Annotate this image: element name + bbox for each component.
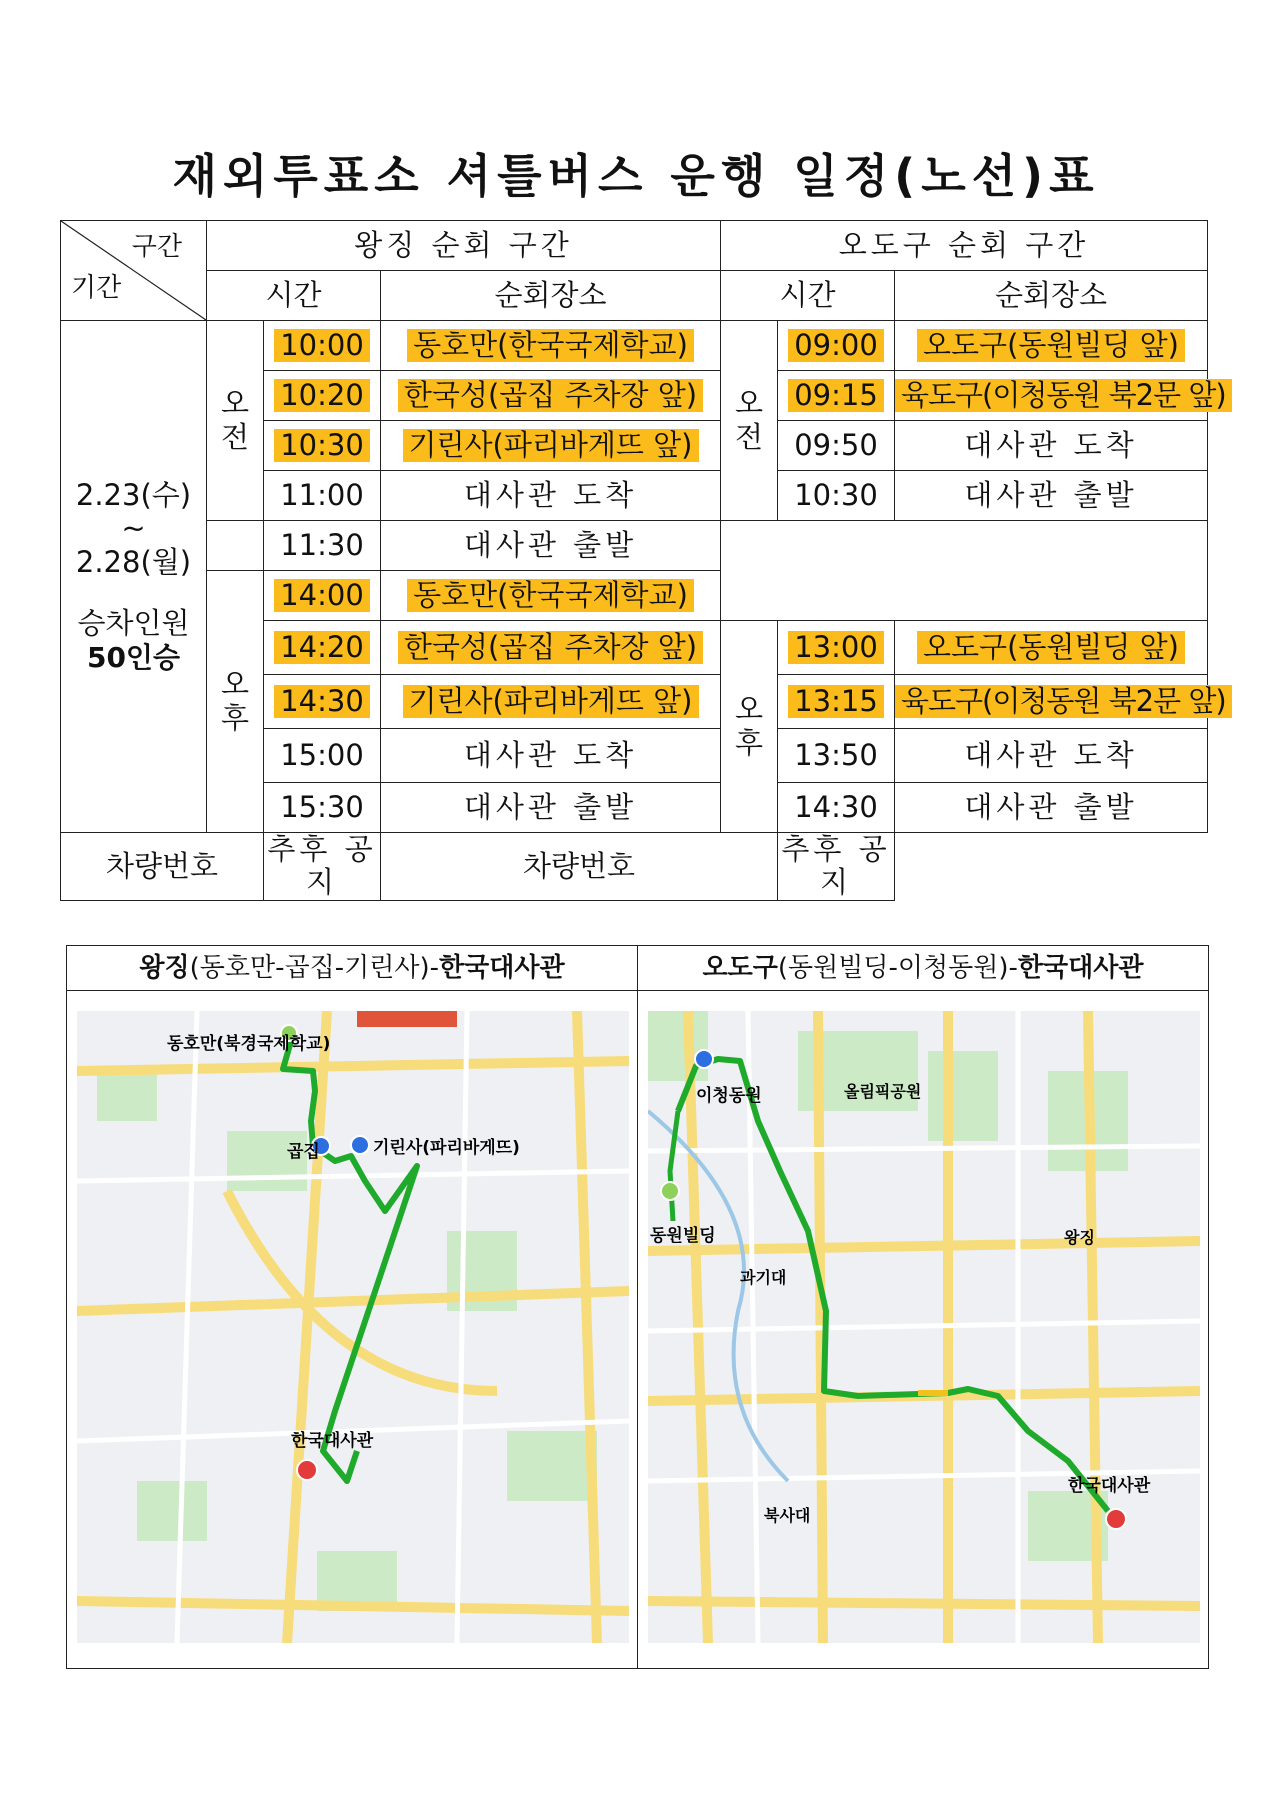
b-pm-time: 13:15 <box>778 675 895 729</box>
a-pm-time: 14:20 <box>264 621 381 675</box>
vehicle-label: 차량번호 <box>61 833 264 901</box>
a-am-place: 대사관 도착 <box>381 471 721 521</box>
period-end: 2.28(월) <box>75 544 192 579</box>
corner-bottom-label: 기간 <box>71 273 122 304</box>
right-map-title: 오도구(동원빌딩-이청동원)-한국대사관 <box>638 946 1208 991</box>
b-pm-place: 육도구(이청동원 북2문 앞) <box>895 675 1208 729</box>
section-a-header: 왕징 순회 구간 <box>207 221 721 271</box>
b-am-time: 10:30 <box>778 471 895 521</box>
corner-top-label: 구간 <box>131 232 182 262</box>
b-am-place: 대사관 도착 <box>895 421 1208 471</box>
section-b-header: 오도구 순회 구간 <box>721 221 1208 271</box>
left-map-stop2-label: 기린사(파리바게뜨) <box>373 1138 520 1158</box>
left-route-map <box>77 1011 629 1643</box>
b-pm-place: 오도구(동원빌딩 앞) <box>895 621 1208 675</box>
a-pm-place: 동호만(한국국제학교) <box>381 571 721 621</box>
a-am-place: 한국성(곱집 주차장 앞) <box>381 371 721 421</box>
empty-cell <box>721 521 1208 621</box>
b-am-place: 대사관 출발 <box>895 471 1208 521</box>
b-am-place: 육도구(이청동원 북2문 앞) <box>895 371 1208 421</box>
col-place-header: 순회장소 <box>381 271 721 321</box>
b-am-label: 오 전 <box>721 321 778 521</box>
a-am-time: 10:00 <box>264 321 381 371</box>
right-map-district2-label: 북사대 <box>764 1506 811 1525</box>
a-pm-label: 오 후 <box>207 571 264 833</box>
left-map-title: 왕징(동호만-곱집-기린사)-한국대사관 <box>67 946 637 991</box>
b-am-time: 09:50 <box>778 421 895 471</box>
right-map-district1-label: 과기대 <box>740 1268 787 1287</box>
a-am-time: 10:30 <box>264 421 381 471</box>
b-am-time: 09:15 <box>778 371 895 421</box>
capacity-label: 승차인원 <box>77 606 190 641</box>
b-pm-place: 대사관 출발 <box>895 783 1208 833</box>
vehicle-value: 추후 공지 <box>264 833 381 901</box>
page-title: 재외투표소 셔틀버스 운행 일정(노선)표 <box>172 149 1100 203</box>
col-time-header: 시간 <box>721 271 895 321</box>
a-am-time: 11:00 <box>264 471 381 521</box>
a-am-spacer <box>207 521 264 571</box>
b-pm-time: 13:00 <box>778 621 895 675</box>
a-am-place: 기린사(파리바게뜨 앞) <box>381 421 721 471</box>
vehicle-value: 추후 공지 <box>778 833 895 901</box>
a-pm-place: 대사관 도착 <box>381 729 721 783</box>
a-am-place: 동호만(한국국제학교) <box>381 321 721 371</box>
period-tilde: ~ <box>121 511 146 546</box>
b-pm-time: 14:30 <box>778 783 895 833</box>
a-pm-time: 14:30 <box>264 675 381 729</box>
a-am-time: 10:20 <box>264 371 381 421</box>
left-map-stop1-label: 곱집 <box>287 1142 320 1162</box>
b-am-place: 오도구(동원빌딩 앞) <box>895 321 1208 371</box>
a-pm-time: 15:00 <box>264 729 381 783</box>
right-map-end-label: 한국대사관 <box>1068 1476 1151 1496</box>
left-map-start-label: 동호만(북경국제학교) <box>167 1034 331 1054</box>
a-pm-place: 한국성(곱집 주차장 앞) <box>381 621 721 675</box>
corner-header-cell <box>61 221 207 321</box>
col-time-header: 시간 <box>207 271 381 321</box>
b-pm-time: 13:50 <box>778 729 895 783</box>
right-map-stop1-label: 이청동원 <box>696 1086 762 1106</box>
b-pm-place: 대사관 도착 <box>895 729 1208 783</box>
right-map-park-label: 올림픽공원 <box>844 1082 922 1101</box>
vehicle-label: 차량번호 <box>381 833 778 901</box>
a-pm-place: 기린사(파리바게뜨 앞) <box>381 675 721 729</box>
period-cell <box>61 321 207 833</box>
a-am-label: 오 전 <box>207 321 264 521</box>
right-map-start-label: 동원빌딩 <box>650 1226 716 1246</box>
schedule-table <box>60 220 1226 901</box>
b-am-time: 09:00 <box>778 321 895 371</box>
right-route-map <box>648 1011 1200 1643</box>
b-pm-label: 오 후 <box>721 621 778 833</box>
route-maps <box>66 945 1209 1669</box>
a-am-place: 대사관 출발 <box>381 521 721 571</box>
a-pm-time: 15:30 <box>264 783 381 833</box>
period-start: 2.23(수) <box>75 478 192 513</box>
left-map-end-label: 한국대사관 <box>291 1431 374 1451</box>
col-place-header: 순회장소 <box>895 271 1208 321</box>
capacity-value: 50인승 <box>86 640 181 674</box>
a-am-time: 11:30 <box>264 521 381 571</box>
a-pm-time: 14:00 <box>264 571 381 621</box>
a-pm-place: 대사관 출발 <box>381 783 721 833</box>
right-map-area-label: 왕징 <box>1064 1228 1095 1247</box>
